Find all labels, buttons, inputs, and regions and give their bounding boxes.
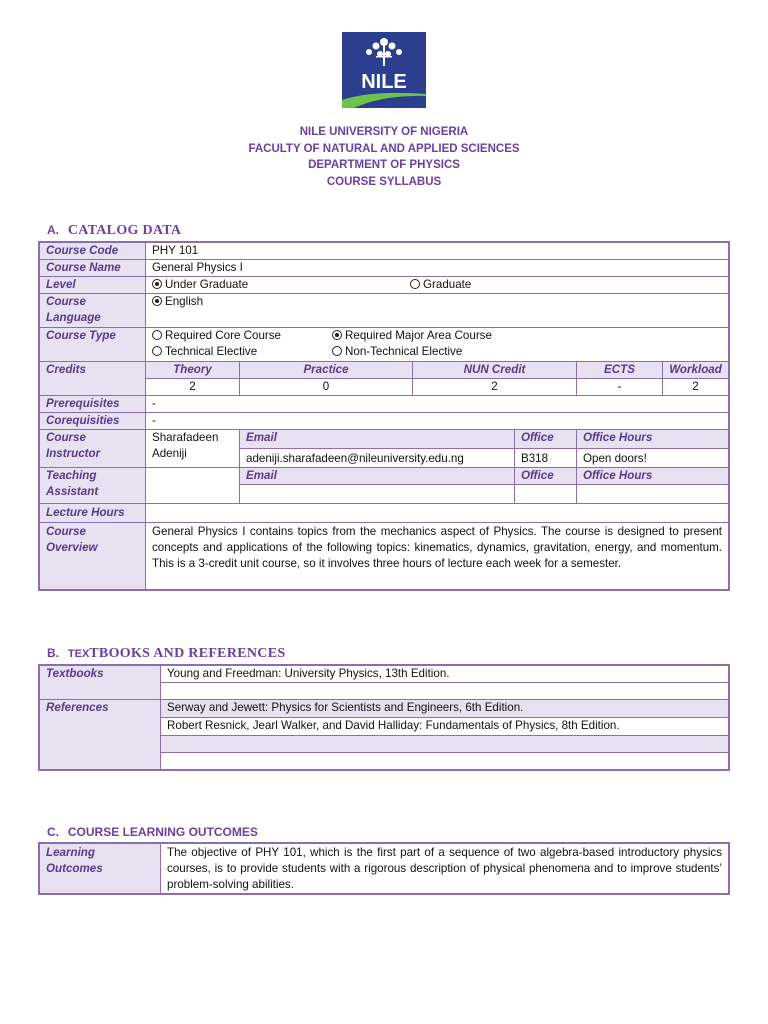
textbook-1: Young and Freedman: University Physics, 13th Edition. [161, 666, 729, 683]
section-a-heading [47, 221, 181, 239]
section-c-heading [47, 823, 258, 841]
outcomes-text: The objective of PHY 101, which is the first part of a sequence of two algebra-based introductory physics courses, is to provide students with a rigorous description of physical phenomena and to improve students’ problem-solving abilities. [161, 844, 729, 894]
credit-value-theory: 2 [146, 379, 240, 396]
type-option-major-label: Required Major Area Course [345, 329, 492, 342]
section-a-title: CATALOG DATA [67, 223, 182, 238]
radio-unselected-icon [152, 346, 162, 356]
prerequisites-value: - [146, 396, 729, 413]
catalog-table [39, 242, 729, 590]
ta-hours [577, 485, 729, 504]
instructor-label: Course Instructor [40, 430, 146, 468]
type-option-technical-label: Technical Elective [165, 345, 258, 358]
instructor-office: B318 [515, 449, 577, 468]
overview-text: General Physics I contains topics from the mechanics aspect of Physics. The course is designed to present concepts and applications of the following topics: kinematics, dynamics, gravitation, energy, and momentum. This is a 3-credit unit course, so it involves three hours of lecture each week for a semester. [146, 523, 729, 590]
lecture-hours-label: Lecture Hours [40, 504, 146, 523]
course-type-options [146, 328, 729, 362]
section-a-letter: A. [47, 223, 59, 237]
section-b-heading [47, 644, 285, 662]
credit-header-workload: Workload [663, 362, 729, 379]
instructor-hours-label: Office Hours [577, 430, 729, 449]
instructor-hours: Open doors! [577, 449, 729, 468]
ta-name [146, 468, 240, 504]
course-language-value [146, 294, 729, 328]
section-c-title: COURSE LEARNING OUTCOMES [67, 825, 258, 839]
ta-email [240, 485, 515, 504]
course-name-label: Course Name [40, 260, 146, 277]
textbooks-table [39, 665, 729, 770]
document-title: COURSE SYLLABUS [326, 176, 442, 188]
course-code-label: Course Code [40, 243, 146, 260]
instructor-email[interactable]: adeniji.sharafadeen@nileuniversity.edu.ng [240, 449, 515, 468]
instructor-email-label: Email [240, 430, 515, 449]
university-name: NILE UNIVERSITY OF NIGERIA [299, 126, 469, 138]
credit-value-ects: - [577, 379, 663, 396]
instructor-office-label: Office [515, 430, 577, 449]
type-option-core-label: Required Core Course [165, 329, 281, 342]
radio-selected-icon [332, 330, 342, 340]
credit-value-practice: 0 [240, 379, 413, 396]
outcomes-table [39, 843, 729, 894]
credit-header-theory: Theory [146, 362, 240, 379]
ta-office-label: Office [515, 468, 577, 485]
level-option-graduate-label: Graduate [423, 278, 472, 291]
radio-selected-icon [152, 279, 162, 289]
radio-unselected-icon [152, 330, 162, 340]
level-option-undergraduate[interactable] [152, 277, 410, 293]
reference-empty-row-2 [161, 753, 729, 770]
section-c-letter: C. [47, 825, 59, 839]
ta-label: Teaching Assistant [40, 468, 146, 504]
section-b-letter: B. [47, 646, 59, 660]
corequisites-value: - [146, 413, 729, 430]
level-option-undergraduate-label: Under Graduate [165, 278, 249, 291]
course-type-label: Course Type [40, 328, 146, 362]
credit-header-nun: NUN Credit [413, 362, 577, 379]
university-logo [342, 32, 426, 108]
references-label: References [40, 700, 161, 770]
logo-text: NILE [361, 71, 407, 93]
radio-unselected-icon [410, 279, 420, 289]
ta-hours-label: Office Hours [577, 468, 729, 485]
reference-empty-row-1 [161, 736, 729, 753]
level-option-graduate[interactable] [410, 278, 471, 291]
type-option-core[interactable] [152, 328, 332, 344]
credit-value-nun: 2 [413, 379, 577, 396]
reference-1: Serway and Jewett: Physics for Scientists and Engineers, 6th Edition. [161, 700, 729, 718]
language-option-english[interactable] [152, 295, 203, 308]
type-option-nontechnical-label: Non-Technical Elective [345, 345, 463, 358]
level-options [146, 277, 729, 294]
corequisites-label: Corequisities [40, 413, 146, 430]
credit-value-workload: 2 [663, 379, 729, 396]
instructor-name: Sharafadeen Adeniji [146, 430, 240, 468]
radio-unselected-icon [332, 346, 342, 356]
credit-header-practice: Practice [240, 362, 413, 379]
section-b-title: TBOOKS AND REFERENCES [89, 646, 286, 661]
course-language-label: Course Language [40, 294, 146, 328]
faculty-name: FACULTY OF NATURAL AND APPLIED SCIENCES [248, 143, 520, 155]
ta-email-label: Email [240, 468, 515, 485]
language-option-english-label: English [165, 295, 204, 308]
type-option-technical[interactable] [152, 344, 332, 360]
lecture-hours-value [146, 504, 729, 523]
type-option-major[interactable] [332, 329, 492, 342]
department-name: DEPARTMENT OF PHYSICS [308, 159, 460, 171]
radio-selected-icon [152, 296, 162, 306]
overview-label: Course Overview [40, 523, 146, 590]
reference-2: Robert Resnick, Jearl Walker, and David Halliday: Fundamentals of Physics, 8th Edition. [161, 718, 729, 736]
level-label: Level [40, 277, 146, 294]
credits-label: Credits [40, 362, 146, 396]
ta-office [515, 485, 577, 504]
textbook-empty-row [161, 683, 729, 700]
tree-logo-icon [342, 32, 426, 108]
credit-header-ects: ECTS [577, 362, 663, 379]
type-option-nontechnical[interactable] [332, 345, 462, 358]
prerequisites-label: Prerequisites [40, 396, 146, 413]
course-name-value: General Physics I [146, 260, 729, 277]
textbooks-label: Textbooks [40, 666, 161, 700]
section-b-title-prefix: TEX [67, 648, 90, 660]
outcomes-label: Learning Outcomes [40, 844, 161, 894]
course-code-value: PHY 101 [146, 243, 729, 260]
